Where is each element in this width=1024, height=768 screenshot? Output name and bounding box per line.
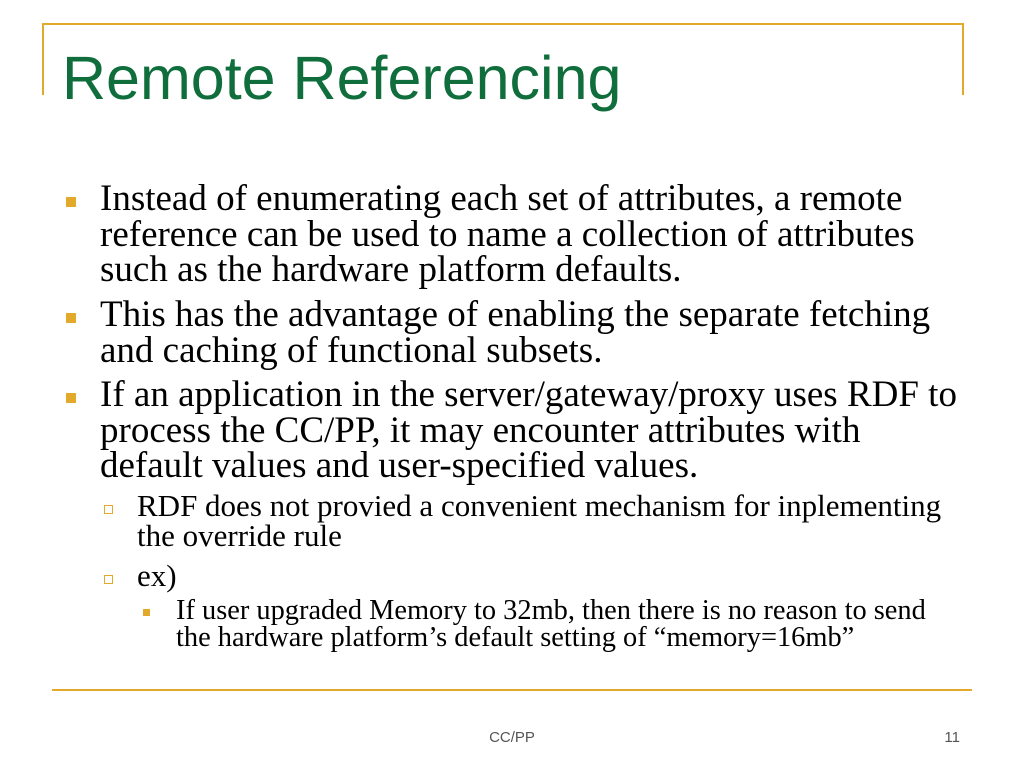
- bullet-item: [100, 294, 931, 371]
- filled-square-bullet-icon: [66, 393, 76, 403]
- hollow-square-bullet-icon: [104, 575, 113, 584]
- sub-bullet-item: [137, 488, 942, 553]
- hollow-square-bullet-icon: [104, 505, 113, 514]
- title-frame-right-rule: [962, 23, 964, 95]
- sub-bullet-item: [137, 558, 177, 593]
- bullet-item: [100, 374, 957, 486]
- bullet-text-line: If an application in the server/gateway/proxy uses RDF to: [100, 374, 957, 415]
- sub-sub-bullet-text-line: If user upgraded Memory to 32mb, then there is no reason to send: [176, 595, 926, 626]
- page-number: 11: [944, 729, 960, 746]
- footer-rule: [52, 689, 972, 691]
- bullet-text-line: process the CC/PP, it may encounter attributes with: [100, 409, 861, 451]
- bullet-text-line: reference can be used to name a collection of attributes: [100, 213, 915, 255]
- bullet-text-line: This has the advantage of enabling the separate fetching: [100, 294, 931, 335]
- filled-square-bullet-icon: [66, 197, 76, 207]
- title-frame-left-rule: [42, 23, 44, 95]
- bullet-text-line: Instead of enumerating each set of attributes, a remote: [100, 178, 903, 219]
- bullet-text-line: default values and user-specified values.: [100, 445, 699, 486]
- sub-bullet-text-line: RDF does not provied a convenient mechanism for inplementing: [137, 488, 942, 523]
- filled-square-bullet-icon: [66, 313, 76, 323]
- slide-title: Remote Referencing: [62, 44, 622, 112]
- sub-bullet-text-line: the override rule: [137, 518, 342, 553]
- title-frame-top-rule: [42, 23, 964, 25]
- sub-sub-bullet-text-line: the hardware platform’s default setting of “memory=16mb”: [176, 622, 855, 653]
- sub-sub-bullet-item: [176, 597, 926, 651]
- bullet-text-line: and caching of functional subsets.: [100, 329, 603, 371]
- footer-label: CC/PP: [489, 729, 535, 746]
- bullet-item: [100, 178, 915, 290]
- sub-bullet-text-line: ex): [137, 558, 177, 593]
- filled-square-bullet-icon: [143, 609, 150, 616]
- bullet-text-line: such as the hardware platform defaults.: [100, 249, 682, 290]
